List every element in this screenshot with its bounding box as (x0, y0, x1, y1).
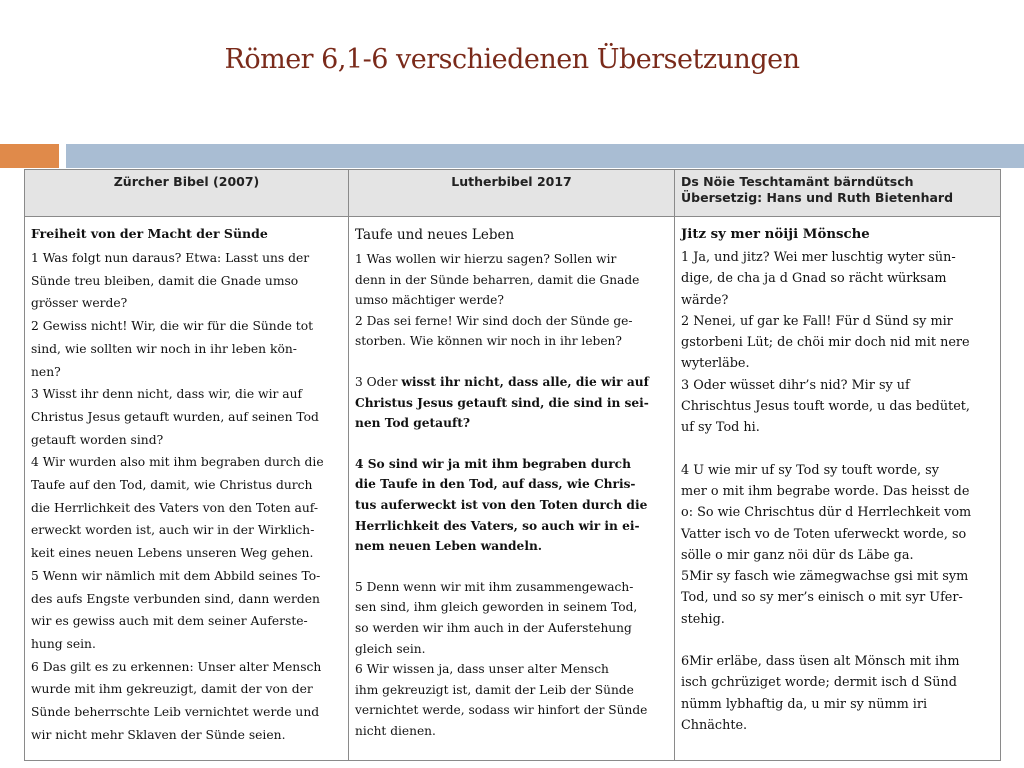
text-line: vernichtet werde, sodass wir hinfort der Sünde (355, 703, 648, 718)
slide-title: Römer 6,1-6 verschiedenen Übersetzungen (224, 44, 800, 75)
text-line: 2 Gewiss nicht! Wir, die wir für die Sünde tot (31, 319, 314, 334)
text-line: 6 Das gilt es zu erkennen: Unser alter Mensch (31, 659, 322, 674)
text-line: Christus Jesus getauft sind, die sind in sei- (355, 395, 649, 410)
text-line: umso mächtiger werde? (355, 293, 504, 308)
text-line: Chnächte. (681, 717, 748, 733)
header-zuercher: Zürcher Bibel (2007) (25, 170, 349, 217)
text-line: isch gchrüziget worde; dermit isch d Sünd (681, 675, 957, 691)
text-line: gstorbeni Lüt; de chöi mir doch nid mit nere (681, 335, 970, 351)
text-line: 1 Was wollen wir hierzu sagen? Sollen wir (355, 252, 617, 266)
baernduetsch-heading: Jitz sy mer nöiji Mönsche (681, 227, 870, 242)
text-line: nümm lybhaftig da, u mir sy nümm iri (681, 696, 928, 712)
text-line: sölle o mir ganz nöi dür ds Läbe ga. (681, 547, 914, 563)
text-line: sen sind, ihm gleich geworden in seinem Tod, (355, 600, 638, 615)
text-line: 2 Nenei, uf gar ke Fall! Für d Sünd sy mir (681, 313, 953, 329)
text-line: wurde mit ihm gekreuzigt, damit der von der (31, 682, 313, 697)
text-line: Chrischtus Jesus touft worde, u das bedütet, (681, 399, 970, 415)
text-line: nicht dienen. (355, 723, 436, 738)
text-line: Vatter isch vo de Toten uferweckt worde, so (681, 526, 967, 542)
text-line: 5 Denn wenn wir mit ihm zusammengewach- (355, 579, 634, 594)
header-baernduetsch (675, 170, 1001, 217)
text-line: wir nicht mehr Sklaven der Sünde seien. (31, 727, 286, 742)
text-line: 3 Wisst ihr denn nicht, dass wir, die wir auf (31, 387, 303, 402)
header-baernduetsch-translators: Übersetzig: Hans und Ruth Bietenhard (681, 190, 954, 205)
luther-verse-6 (355, 659, 668, 741)
table-header-row (25, 170, 1001, 217)
luther-verse-4 (355, 454, 668, 557)
zuercher-heading: Freiheit von der Macht der Sünde (31, 226, 268, 241)
text-line: die Taufe in den Tod, auf dass, wie Chris- (355, 477, 636, 492)
baernduetsch-cell (675, 217, 1001, 761)
text-line: getauft worden sind? (31, 432, 164, 447)
text-line: 1 Was folgt nun daraus? Etwa: Lasst uns der (31, 251, 310, 265)
text-line: erweckt worden ist, auch wir in der Wirklich- (31, 523, 315, 538)
text-line: uf sy Tod hi. (681, 420, 760, 436)
text-line: dige, de cha ja d Gnad so rächt würksam (681, 271, 947, 287)
luther-verse-1 (355, 249, 668, 311)
text-line: nem neuen Leben wandeln. (355, 539, 543, 554)
text-line: die Herrlichkeit des Vaters von den Toten auf- (31, 500, 319, 515)
accent-bar-blue (66, 144, 1024, 168)
text-line: Christus Jesus getauft wurden, auf seinen Tod (31, 409, 319, 424)
text-line: Sünde treu bleiben, damit die Gnade umso (31, 273, 299, 288)
text-line: 4 U wie mir uf sy Tod sy touft worde, sy (681, 462, 939, 478)
zuercher-cell (25, 217, 349, 761)
text-line: Taufe auf den Tod, damit, wie Christus durch (31, 478, 313, 493)
text-line: denn in der Sünde beharren, damit die Gnade (355, 272, 640, 287)
text-line: hung sein. (31, 636, 96, 651)
text-line: o: So wie Chrischtus dür d Herrlechkeit vom (681, 505, 972, 521)
text-line: 1 Ja, und jitz? Wei mer luschtig wyter sün- (681, 250, 956, 265)
luther-verse-3 (355, 372, 668, 434)
text-line: 6Mir erläbe, dass üsen alt Mönsch mit ihm (681, 654, 960, 670)
text-line: 4 Wir wurden also mit ihm begraben durch die (31, 455, 324, 470)
text-line (355, 372, 668, 393)
text-line: mer o mit ihm begrabe worde. Das heisst de (681, 483, 970, 499)
text-line: des aufs Engste verbunden sind, dann werden (31, 591, 320, 606)
text-line: 4 So sind wir ja mit ihm begraben durch (355, 456, 631, 471)
text-line: Tod, und so sy mer’s einisch o mit syr Ufer- (681, 590, 963, 606)
text-line: Sünde beherrschte Leib vernichtet werde und (31, 705, 320, 720)
text-line: 3 Oder wüsset dihr’s nid? Mir sy uf (681, 377, 910, 393)
text-line: wir es gewiss auch mit dem seiner Auferste- (31, 614, 308, 629)
text-line: sind, wie sollten wir noch in ihr leben kön- (31, 341, 297, 356)
baernduetsch-block-1 (681, 247, 994, 439)
text-line: wyterläbe. (681, 356, 750, 372)
baernduetsch-block-3 (681, 651, 994, 736)
text-line: tus auferweckt ist von den Toten durch die (355, 497, 648, 512)
zuercher-text (31, 247, 342, 746)
text-line: 5Mir sy fasch wie zämegwachse gsi mit sym (681, 569, 969, 585)
text-line: so werden wir ihm auch in der Auferstehung (355, 620, 632, 635)
text-line: nen Tod getauft? (355, 416, 470, 431)
text-line: wärde? (681, 292, 729, 308)
translation-table (24, 169, 1001, 761)
text-line: 2 Das sei ferne! Wir sind doch der Sünde ge- (355, 313, 633, 328)
luther-heading: Taufe und neues Leben (355, 227, 515, 243)
text-line: stehig. (681, 611, 725, 627)
text-line: nen? (31, 364, 61, 379)
baernduetsch-block-2 (681, 460, 994, 630)
luther-verse-5 (355, 577, 668, 659)
text-line: storben. Wie können wir noch in ihr leben? (355, 334, 622, 349)
text-line: Herrlichkeit des Vaters, so auch wir in ei- (355, 518, 640, 533)
text-line: grösser werde? (31, 296, 128, 311)
text-line: gleich sein. (355, 641, 426, 656)
text-line: keit eines neuen Lebens unseren Weg gehen. (31, 546, 314, 561)
verse-lead: 3 Oder (355, 374, 402, 389)
header-luther: Lutherbibel 2017 (349, 170, 675, 217)
header-baernduetsch-title: Ds Nöie Teschtamänt bärndütsch (681, 174, 914, 189)
text-line: ihm gekreuzigt ist, damit der Leib der Sünde (355, 682, 634, 697)
text-line: 6 Wir wissen ja, dass unser alter Mensch (355, 662, 609, 677)
luther-verse-2 (355, 311, 668, 352)
text-line: 5 Wenn wir nämlich mit dem Abbild seines To- (31, 568, 321, 583)
luther-cell (349, 217, 675, 761)
table-body-row (25, 217, 1001, 761)
accent-bar-orange (0, 144, 59, 168)
verse-emphasis: wisst ihr nicht, dass alle, die wir auf (401, 374, 649, 389)
